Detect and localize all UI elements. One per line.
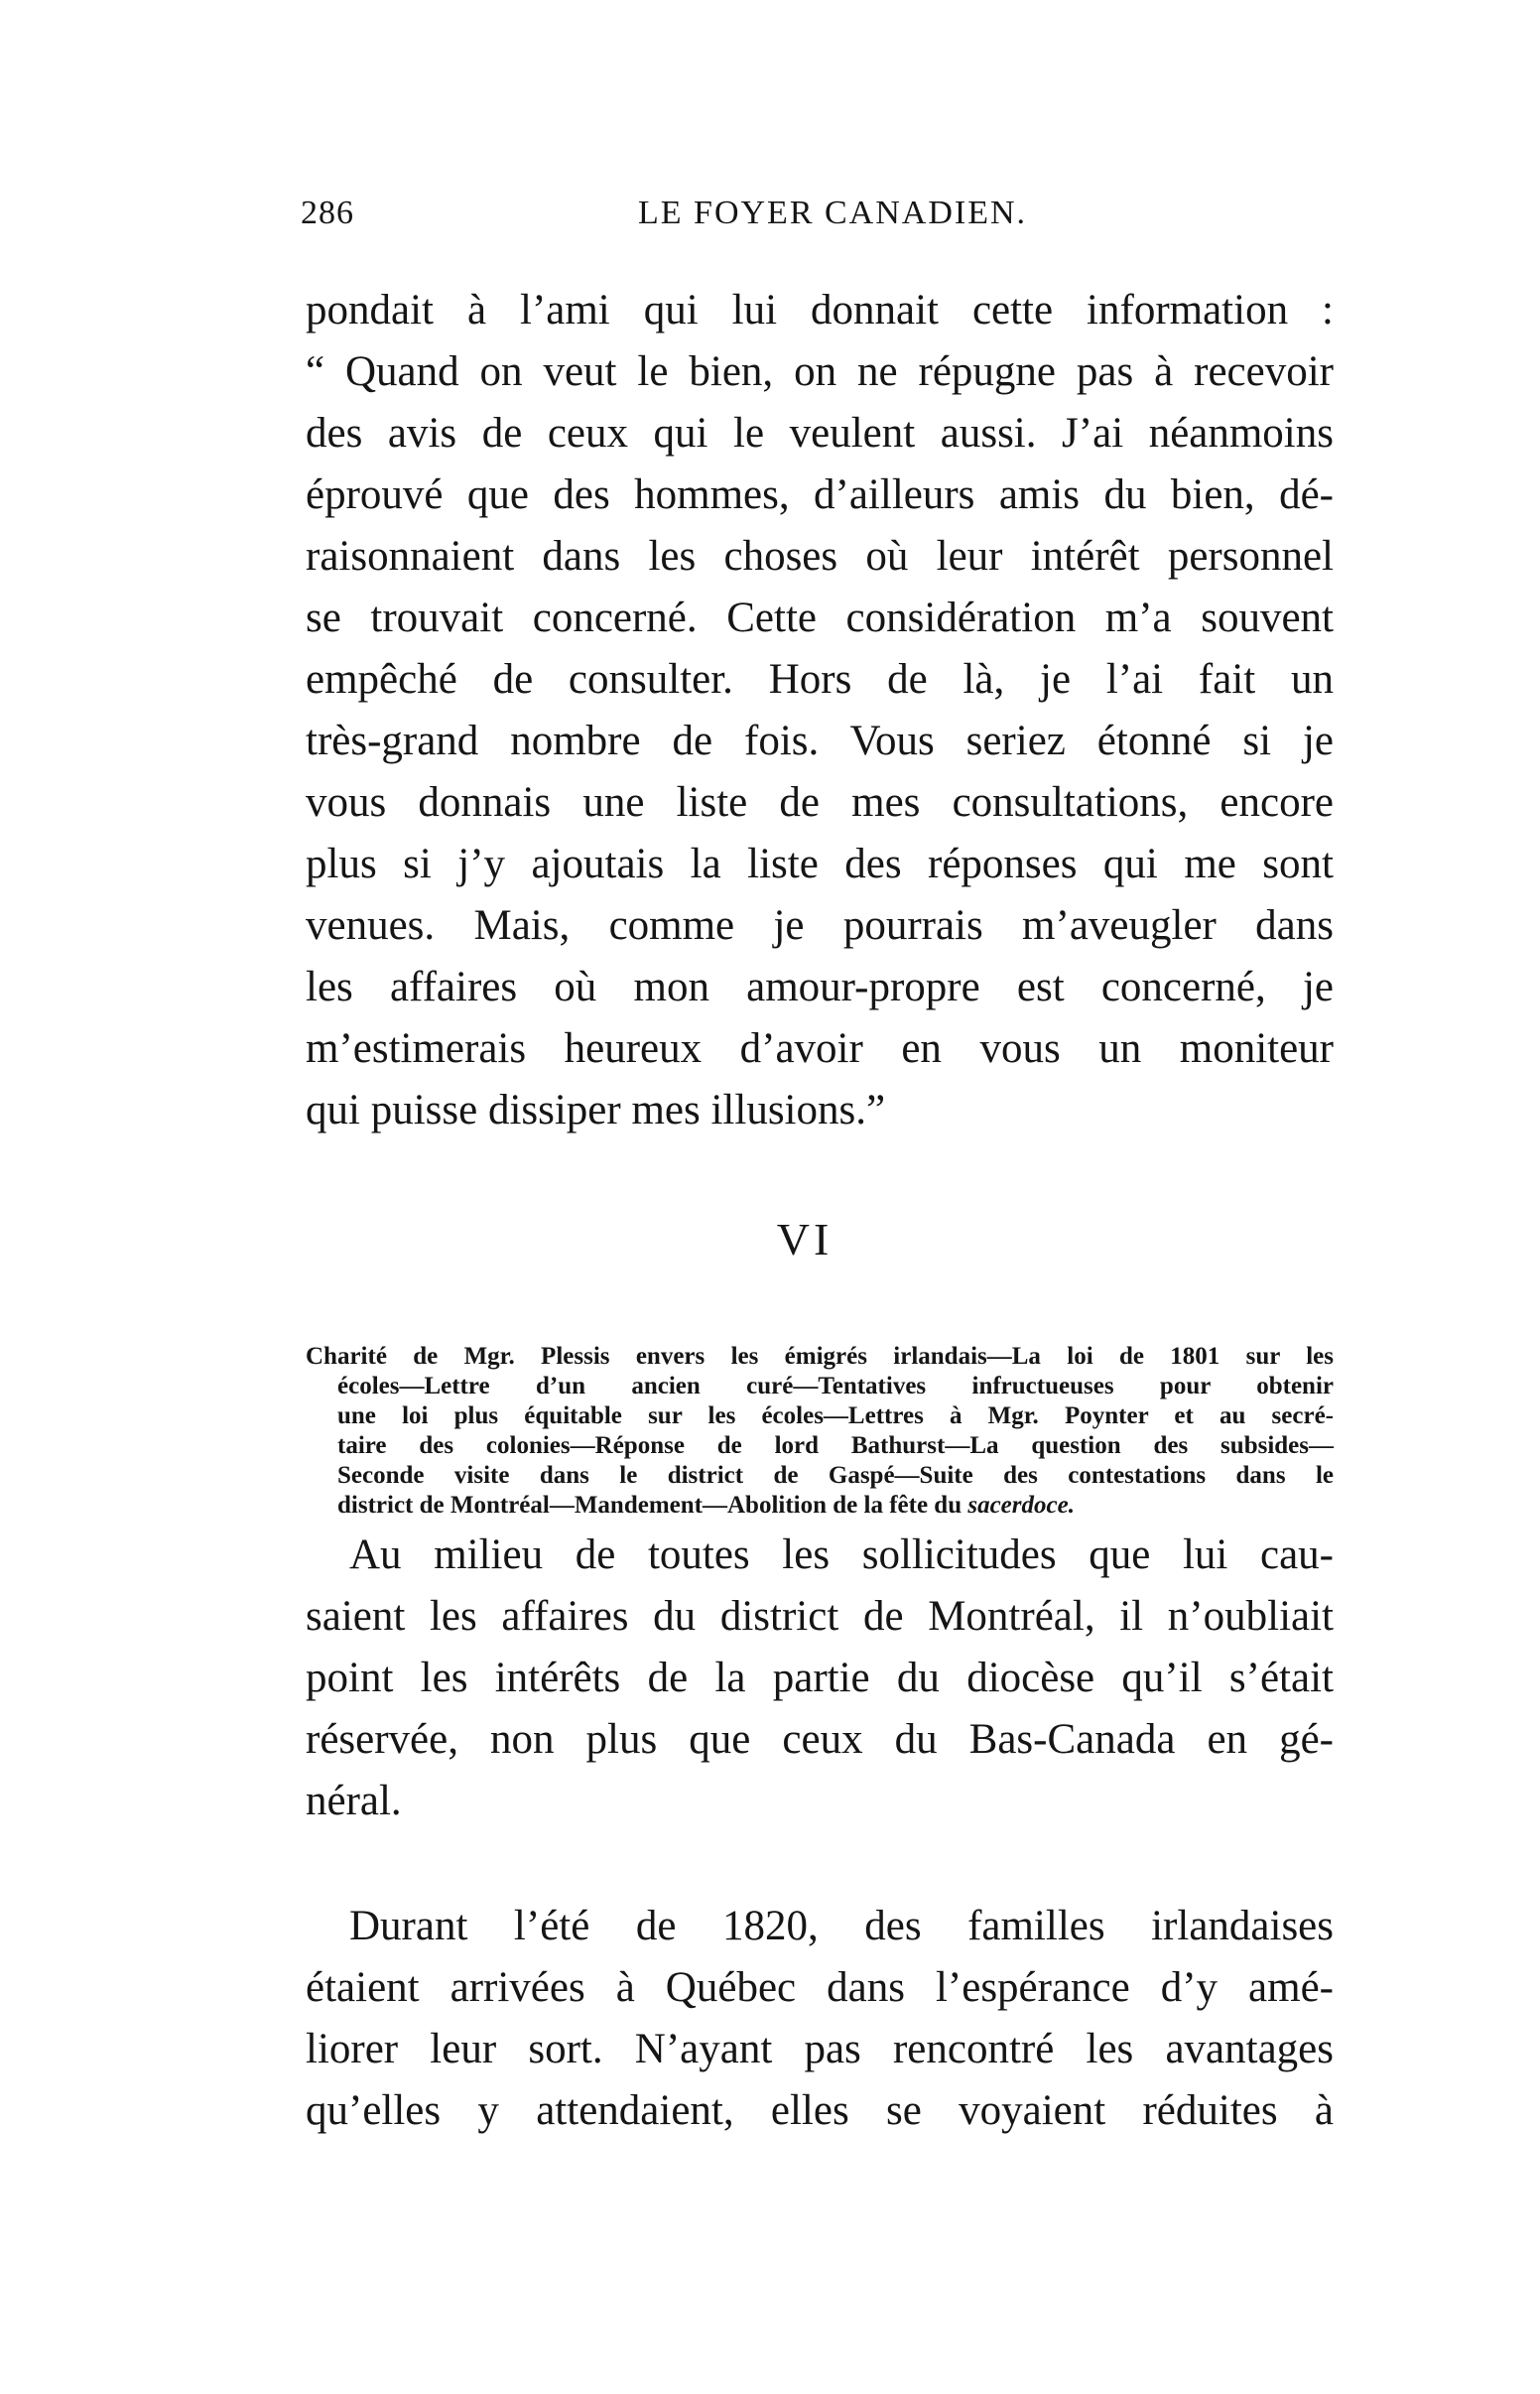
quote-paragraph <box>306 280 1334 1141</box>
text-line: raisonnaient dans les choses où leur intérêt personnel <box>306 533 1334 580</box>
text-line: qui puisse dissiper mes illusions.” <box>306 1087 886 1133</box>
chapter-number: VI <box>776 1214 834 1264</box>
text-line: saient les affaires du district de Montréal, il n’oubliait <box>306 1593 1334 1640</box>
chapter-summary <box>306 1342 1334 1521</box>
text-line: empêché de consulter. Hors de là, je l’ai fait un <box>306 656 1334 703</box>
text-line: m’estimerais heureux d’avoir en vous un moniteur <box>306 1025 1334 1072</box>
text-line: liorer leur sort. N’ayant pas rencontré les avantages <box>306 2026 1334 2072</box>
text-line: les affaires où mon amour-propre est concerné, je <box>306 964 1334 1010</box>
text-line: qu’elles y attendaient, elles se voyaient réduites à <box>306 2087 1334 2134</box>
summary-line-last <box>306 1491 1334 1521</box>
body-paragraph <box>306 1525 1334 1832</box>
text-line: se trouvait concerné. Cette considération m’a souvent <box>306 595 1334 641</box>
summary-line: Seconde visite dans le district de Gaspé—Suite des contestations dans le <box>337 1462 1334 1489</box>
running-head <box>301 195 1338 244</box>
summary-line-text: district de Montréal—Mandement—Abolition de la fête du <box>337 1492 962 1519</box>
summary-italic-word: sacerdoce. <box>967 1492 1075 1519</box>
text-line: éprouvé que des hommes, d’ailleurs amis du bien, dé- <box>306 471 1334 518</box>
text-line: point les intérêts de la partie du diocèse qu’il s’était <box>306 1655 1334 1701</box>
text-line: pondait à l’ami qui lui donnait cette information : <box>306 287 1334 333</box>
running-title: LE FOYER CANADIEN. <box>638 195 1028 231</box>
text-line: néral. <box>306 1778 402 1824</box>
text-line: Au milieu de toutes les sollicitudes que lui cau- <box>349 1531 1334 1578</box>
page-number: 286 <box>301 195 354 231</box>
summary-line: une loi plus équitable sur les écoles—Lettres à Mgr. Poynter et au secré- <box>337 1402 1334 1429</box>
summary-line: Charité de Mgr. Plessis envers les émigrés irlandais—La loi de 1801 sur les <box>306 1343 1334 1370</box>
text-line: très-grand nombre de fois. Vous seriez étonné si je <box>306 718 1334 764</box>
text-line: Durant l’été de 1820, des familles irlandaises <box>349 1903 1334 1949</box>
text-line: venues. Mais, comme je pourrais m’aveugler dans <box>306 902 1334 949</box>
text-line: étaient arrivées à Québec dans l’espérance d’y amé- <box>306 1964 1334 2011</box>
body-paragraph <box>306 1896 1334 2142</box>
summary-line: écoles—Lettre d’un ancien curé—Tentatives infructueuses pour obtenir <box>337 1373 1334 1399</box>
text-line: “ Quand on veut le bien, on ne répugne pas à recevoir <box>306 348 1334 395</box>
text-line: des avis de ceux qui le veulent aussi. J’ai néanmoins <box>306 410 1334 457</box>
summary-line: taire des colonies—Réponse de lord Bathurst—La question des subsides— <box>337 1432 1334 1459</box>
text-line: réservée, non plus que ceux du Bas-Canada en gé- <box>306 1716 1334 1763</box>
text-line: vous donnais une liste de mes consultations, encore <box>306 779 1334 826</box>
text-line: plus si j’y ajoutais la liste des réponses qui me sont <box>306 841 1334 887</box>
